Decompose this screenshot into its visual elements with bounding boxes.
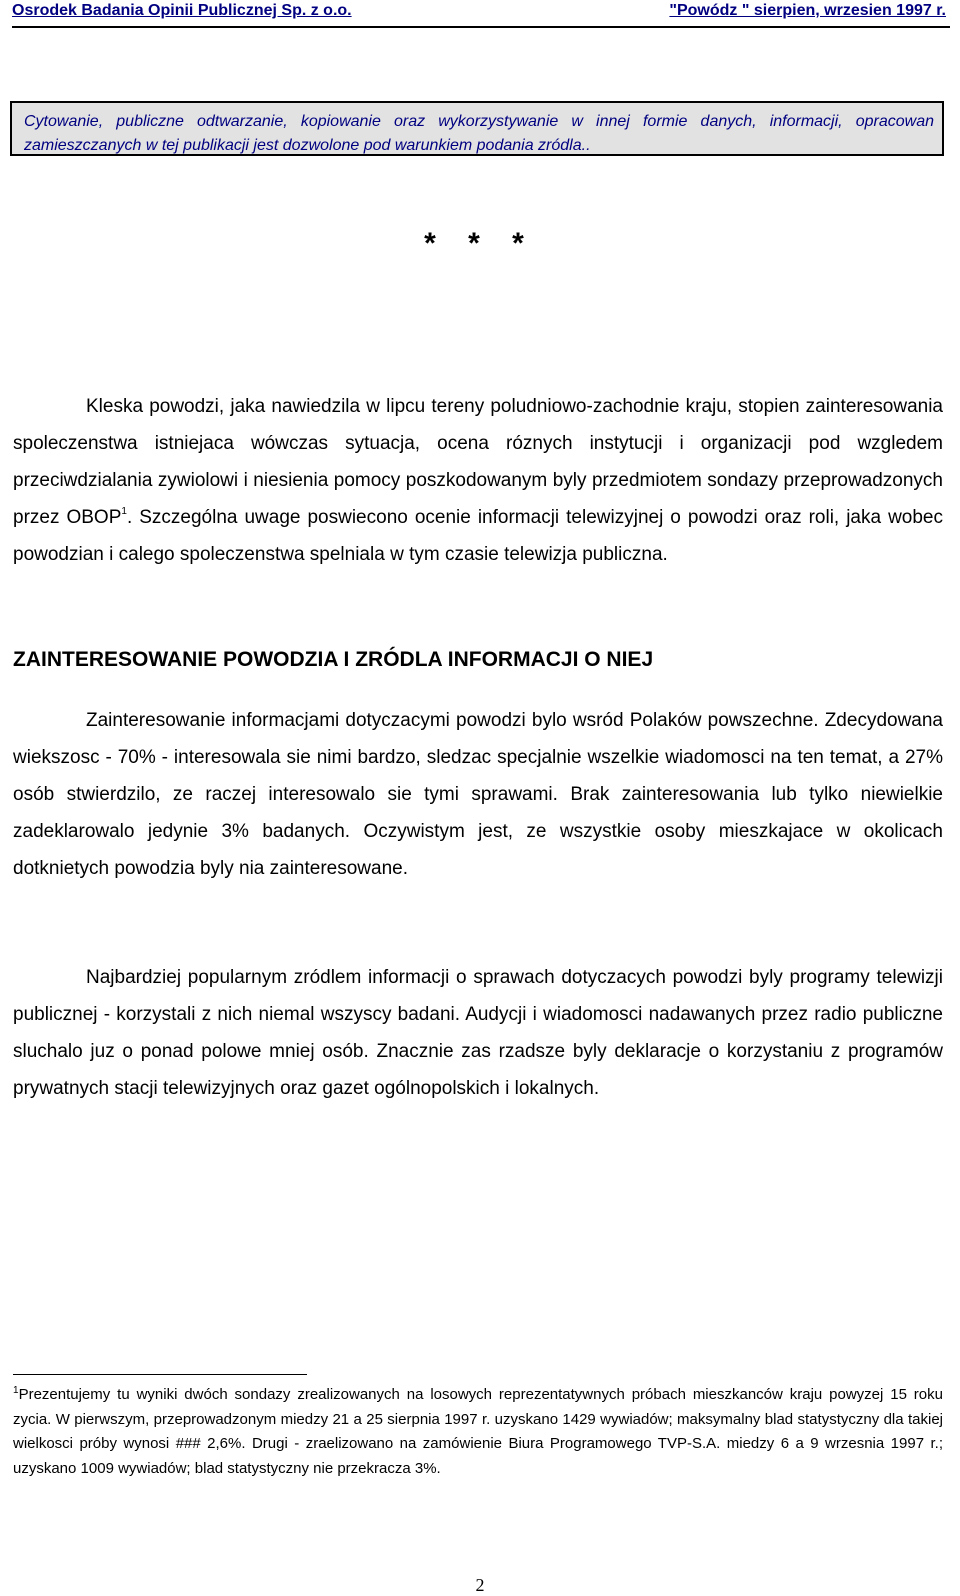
interest-paragraph-text: Zainteresowanie informacjami dotyczacymi powodzi bylo wsród Polaków powszechne. Zdecydowana wiekszosc - 70% - interesowala sie nimi bardzo, sledzac specjalnie wszelkie wiadomosci na ten temat, a 27% osób stwierdzilo, ze raczej interesowalo sie tymi sprawami. Brak zainteresowania lub tylko niewielkie zadeklarowalo jedynie 3% badanych. Oczywistym jest, ze wszystkie osoby mieszkajace w okolicach dotknietych powodzia byly nia zainteresowane. — [13, 710, 943, 879]
page-header — [12, 0, 950, 28]
intro-paragraph — [13, 388, 943, 573]
section-heading: ZAINTERESOWANIE POWODZIA I ZRÓDLA INFORMACJI O NIEJ — [13, 648, 654, 671]
interest-paragraph — [13, 702, 943, 887]
intro-text-continued: . Szczególna uwage poswiecono ocenie informacji telewizyjnej o powodzi oraz roli, jaka wobec powodzian i calego spoleczenstwa spelniala w tym czasie telewizja publiczna. — [13, 507, 943, 565]
header-report-title: "Powódz " sierpien, wrzesien 1997 r. — [669, 2, 946, 19]
footnote-marker: 1 — [13, 1385, 19, 1396]
sources-paragraph — [13, 959, 943, 1107]
copyright-notice — [10, 101, 944, 156]
footnote-reference: 1 — [121, 506, 127, 517]
section-separator: * * * — [424, 227, 536, 260]
copyright-notice-text: Cytowanie, publiczne odtwarzanie, kopiowanie oraz wykorzystywanie w innej formie danych, informacji, opracowan zamieszczanych w tej publikacji jest dozwolone pod warunkiem podania zródla.. — [24, 113, 934, 154]
header-organization: Osrodek Badania Opinii Publicznej Sp. z o.o. — [12, 2, 352, 19]
footnote — [13, 1383, 943, 1481]
sources-paragraph-text: Najbardziej popularnym zródlem informacji o sprawach dotyczacych powodzi byly programy telewizji publicznej - korzystali z nich niemal wszyscy badani. Audycji i wiadomosci nadawanych przez radio publiczne sluchalo juz o ponad polowe mniej osób. Znacznie zas rzadsze byly deklaracje o korzystaniu z programów prywatnych stacji telewizyjnych oraz gazet ogólnopolskich i lokalnych. — [13, 967, 943, 1099]
intro-text: Kleska powodzi, jaka nawiedzila w lipcu tereny poludniowo-zachodnie kraju, stopien zainteresowania spoleczenstwa istniejaca wówczas sytuacja, ocena róznych instytucji i organizacji pod wzgledem przeciwdzialania zywiolowi i niesienia pomocy poszkodowanym byly przedmiotem sondazy przeprowadzonych przez OBOP — [13, 396, 943, 528]
footnote-text: Prezentujemy tu wyniki dwóch sondazy zrealizowanych na losowych reprezentatywnych próbach mieszkanców kraju powyzej 15 roku zycia. W pierwszym, przeprowadzonym miedzy 21 a 25 sierpnia 1997 r. uzyskano 1429 wywiadów; maksymalny blad statystyczny dla takiej wielkosci próby wynosi ### 2,6%. Drugi - zraelizowano na zamówienie Biura Programowego TVP-S.A. miedzy 6 a 9 wrzesnia 1997 r.; uzyskano 1009 wywiadów; blad statystyczny nie przekracza 3%. — [13, 1386, 943, 1477]
notice-cropped-edge — [10, 156, 944, 168]
page-number: 2 — [475, 1575, 485, 1595]
footnote-divider — [13, 1374, 307, 1375]
